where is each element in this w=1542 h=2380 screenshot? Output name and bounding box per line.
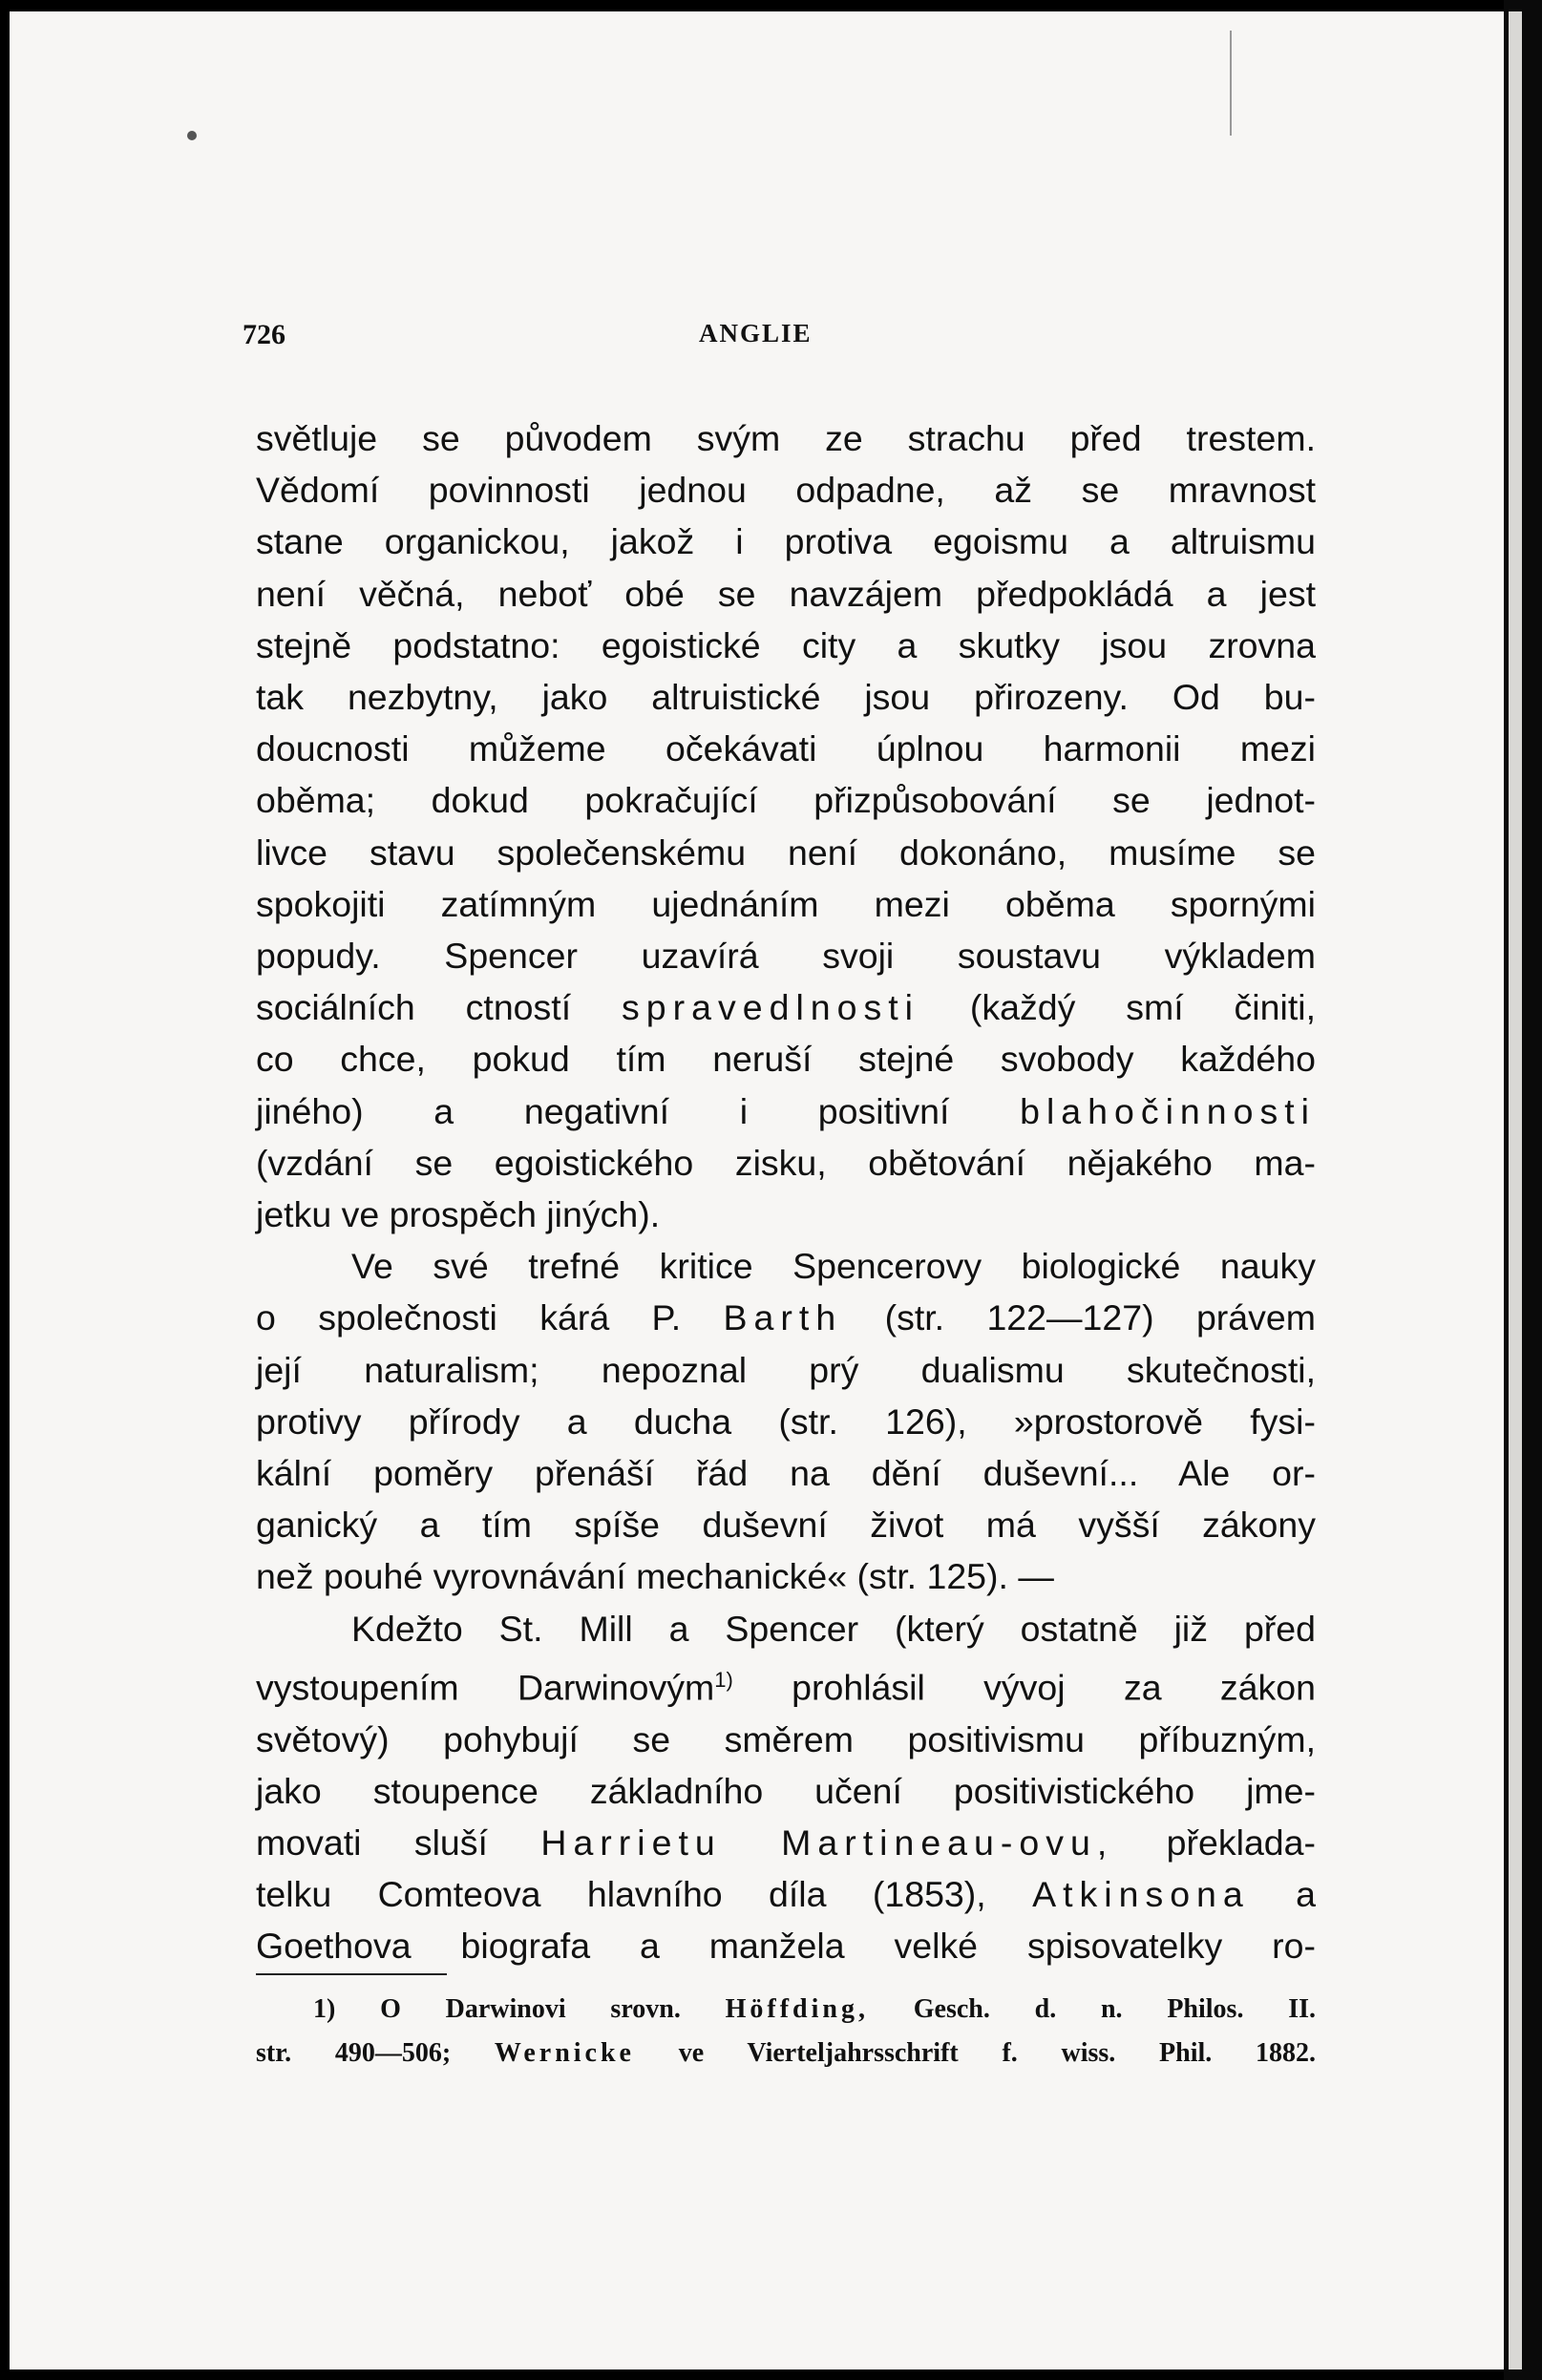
text-line: (vzdání se egoistického zisku, obětování nějakého ma- <box>256 1142 1316 1183</box>
text-line: co chce, pokud tím neruší stejné svobody každého <box>256 1039 1316 1080</box>
text-line: jetku ve prospěch jiných). <box>256 1194 661 1235</box>
text-line: spokojiti zatímným ujednáním mezi oběma spornými <box>256 883 1316 924</box>
footnote-author: Höffding, <box>725 1994 869 2024</box>
text-segment: prohlásil vývoj za zákon <box>792 1667 1316 1708</box>
spaced-name: Atkinsona <box>1032 1874 1250 1915</box>
footnote-ref: 1) <box>714 1667 733 1692</box>
text-line: protivy přírody a ducha (str. 126), »prostorově fysi- <box>256 1401 1316 1442</box>
text-line: než pouhé vyrovnávání mechanické« (str. 125). — <box>256 1556 1054 1597</box>
spaced-name: Barth <box>723 1297 843 1338</box>
text-segment: překlada- <box>1166 1822 1317 1863</box>
text-line: Ve své trefné kritice Spencerovy biologické nauky <box>351 1246 1316 1287</box>
text-line: jako stoupence základního učení positivistického jme- <box>256 1770 1316 1811</box>
text-line <box>256 1654 1316 1714</box>
text-segment: telku Comteova hlavního díla (1853), <box>256 1874 986 1915</box>
next-page-edge <box>1509 11 1522 2369</box>
spaced-name: Harrietu Martineau-ovu, <box>540 1822 1114 1863</box>
footnote-line <box>256 1988 1316 2032</box>
text-segment: sociálních ctností <box>256 987 572 1028</box>
text-segment: (str. 122—127) právem <box>884 1297 1316 1338</box>
text-line: ganický a tím spíše duševní život má vyšší zákony <box>256 1505 1316 1546</box>
footnote-text: ve Vierteljahrsschrift f. wiss. Phil. 1882. <box>678 2038 1317 2068</box>
text-segment: vystoupením Darwinovým <box>256 1667 715 1708</box>
text-line <box>256 981 1316 1033</box>
footnote-line <box>256 2032 1316 2075</box>
text-segment: jiného) a negativní i positivní <box>256 1090 950 1131</box>
text-line: kální poměry přenáší řád na dění duševní... Ale or- <box>256 1453 1316 1494</box>
text-line: stejně podstatno: egoistické city a skutky jsou zrovna <box>256 624 1316 665</box>
text-line: není věčná, neboť obé se navzájem předpokládá a jest <box>256 573 1316 614</box>
text-segment: o společnosti kárá P. <box>256 1297 682 1338</box>
text-line: stane organickou, jakož i protiva egoismu a altruismu <box>256 521 1316 562</box>
text-line: popudy. Spencer uzavírá svoji soustavu výkladem <box>256 936 1316 977</box>
footnote-marker: 1) <box>313 1994 336 2024</box>
text-segment: movati sluší <box>256 1822 488 1863</box>
text-line <box>256 1085 1316 1137</box>
text-line: doucnosti můžeme očekávati úplnou harmonii mezi <box>256 728 1316 769</box>
text-line: livce stavu společenskému není dokonáno, musíme se <box>256 832 1316 873</box>
running-head: ANGLIE <box>699 319 813 348</box>
scan-mark <box>1230 31 1232 136</box>
page-number: 726 <box>243 319 285 350</box>
text-line: světluje se původem svým ze strachu před trestem. <box>256 418 1316 458</box>
footnote-text: O Darwinovi srovn. <box>380 1994 681 2024</box>
text-line: její naturalism; nepoznal prý dualismu skutečnosti, <box>256 1349 1316 1390</box>
text-line: Goethova biografa a manžela velké spisovatelky ro- <box>256 1926 1316 1967</box>
body-text <box>256 412 1316 1972</box>
text-line: oběma; dokud pokračující přizpůsobování se jednot- <box>256 780 1316 821</box>
footnote-text: str. 490—506; <box>256 2038 452 2068</box>
ink-spot <box>187 131 197 140</box>
text-line: Kdežto St. Mill a Spencer (který ostatně již před <box>351 1608 1316 1649</box>
book-page <box>10 11 1504 2369</box>
footnote-author: Wernicke <box>494 2038 635 2068</box>
spaced-term: blahočinnosti <box>1020 1090 1316 1131</box>
text-line: tak nezbytny, jako altruistické jsou přirozeny. Od bu- <box>256 677 1316 718</box>
text-segment: (každý smí činiti, <box>969 987 1316 1028</box>
text-segment: a <box>1296 1874 1317 1915</box>
text-line <box>256 1868 1316 1920</box>
text-line: světový) pohybují se směrem positivismu příbuzným, <box>256 1718 1316 1759</box>
footnote-rule <box>256 1973 447 1975</box>
text-line <box>256 1292 1316 1343</box>
footnote <box>256 1988 1316 2075</box>
text-line: Vědomí povinnosti jednou odpadne, až se mravnost <box>256 470 1316 511</box>
footnote-text: Gesch. d. n. Philos. II. <box>913 1994 1317 2024</box>
text-line <box>256 1817 1316 1868</box>
spaced-term: spravedlnosti <box>622 987 919 1028</box>
